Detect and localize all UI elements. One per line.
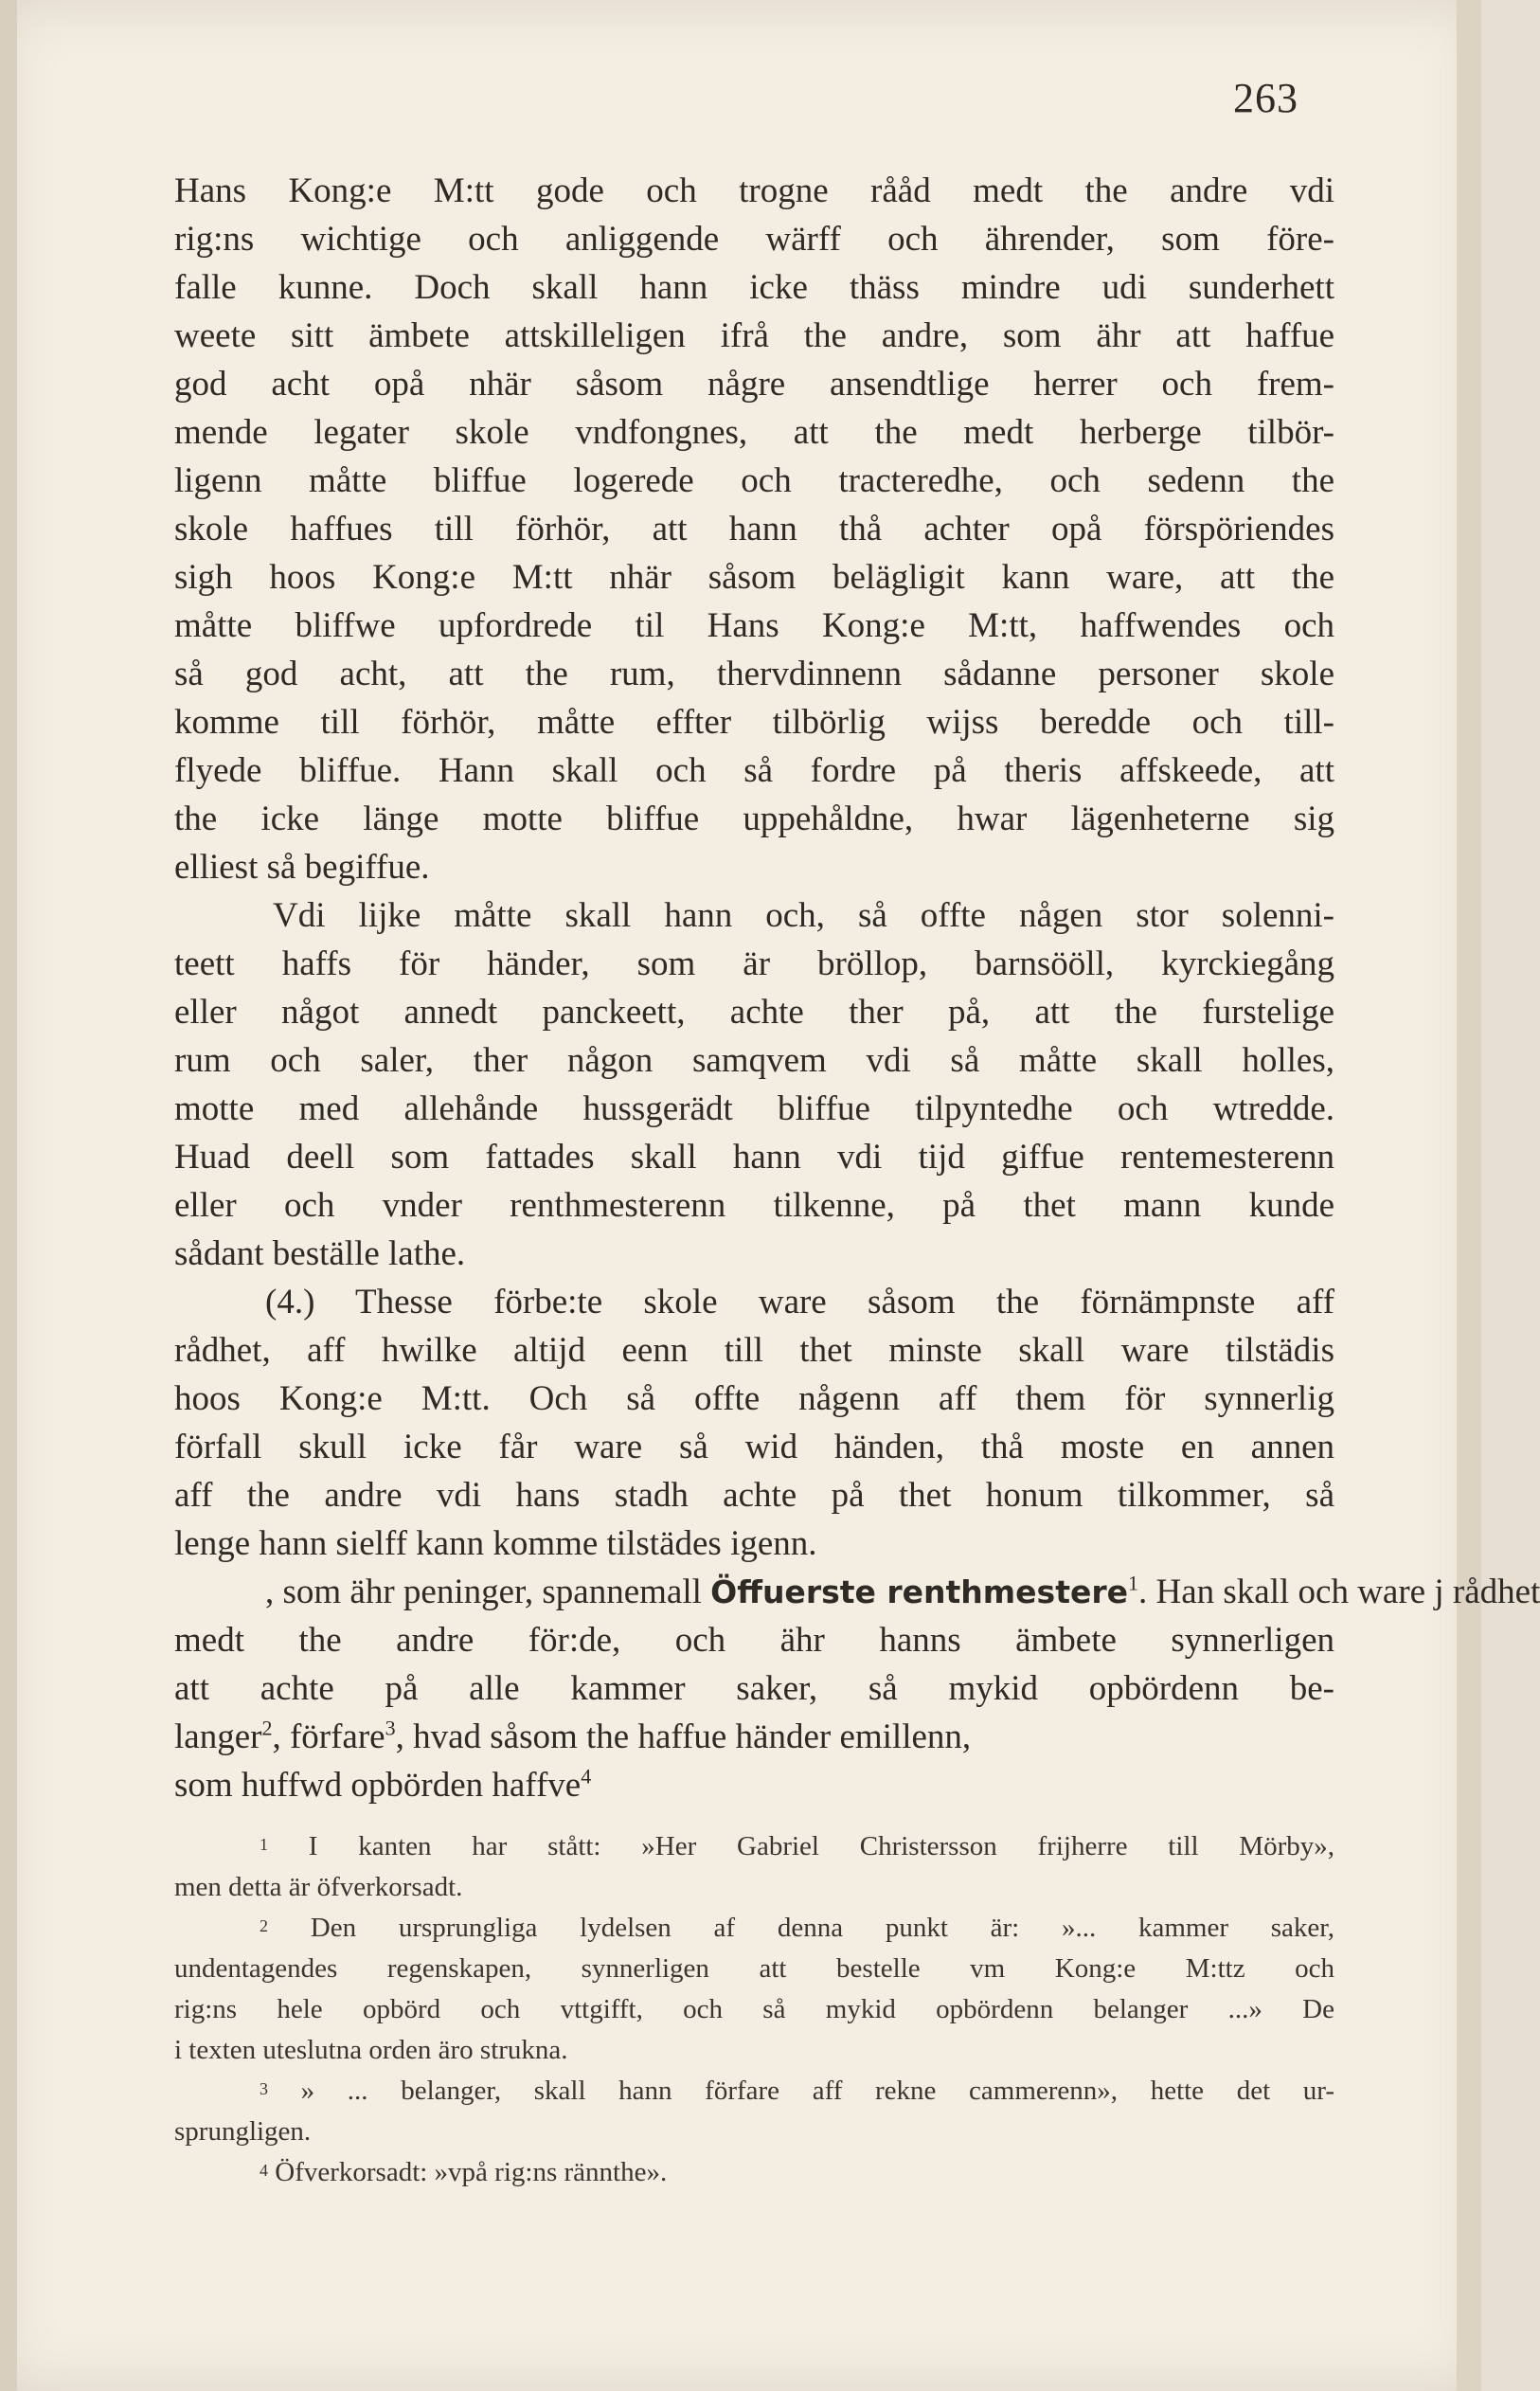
body-line: god acht opå nhär såsom någre ansendtlige herrer och frem- (174, 365, 1334, 404)
body-line-rest: . Han skall och ware j rådhet (1138, 1573, 1540, 1611)
footnote-mark: 2 (260, 1916, 268, 1935)
footnote-mark: 4 (260, 2161, 268, 2180)
body-word: , hvad såsom the haffue händer emillenn, (395, 1717, 972, 1756)
body-line: flyede bliffue. Hann skall och så fordre på theris affskeede, att (174, 751, 1334, 790)
footnote-text: » ... belanger, skall hann förfare aff rekne cammerenn», hette det ur- (300, 2076, 1335, 2106)
footnote-line: men detta är öfverkorsadt. (174, 1872, 463, 1902)
footnote-ref: 3 (385, 1716, 396, 1740)
footnote-text: Den ursprungliga lydelsen af denna punkt är: »... kammer saker, (310, 1913, 1334, 1943)
body-line: the icke länge motte bliffue uppehåldne, hwar lägenheterne sig (174, 800, 1334, 838)
footnote-line: rig:ns hele opbörd och vttgifft, och så mykid opbördenn belanger ...» De (174, 1994, 1334, 2024)
body-line: Hans Kong:e M:tt gode och trogne rååd medt the andre vdi (174, 171, 1334, 210)
footnote-ref: 1 (1128, 1571, 1139, 1595)
page-number: 263 (1233, 75, 1298, 121)
body-line: Huad deell som fattades skall hann vdi tijd giffue rentemesterenn (174, 1138, 1334, 1177)
body-line: medt the andre för:de, och ähr hanns ämbete synnerligen (174, 1621, 1334, 1660)
body-line: eller något annedt panckeett, achte ther på, att the furstelige (174, 993, 1334, 1032)
footnote-text: Öfverkorsadt: »vpå rig:ns rännthe». (275, 2157, 668, 2187)
body-line: lenge hann sielff kann komme tilstädes igenn. (174, 1524, 817, 1563)
footnotes (174, 1826, 1334, 2193)
body-line: sådant beställe lathe. (174, 1234, 466, 1273)
body-line: eller och vnder renthmesterenn tilkenne, på thet mann kunde (174, 1186, 1334, 1225)
body-line: aff the andre vdi hans stadh achte på thet honum tilkommer, så (174, 1476, 1334, 1515)
body-line: måtte bliffwe upfordrede til Hans Kong:e M:tt, haffwendes och (174, 606, 1334, 645)
body-line: ligenn måtte bliffue logerede och tracteredhe, och sedenn the (174, 461, 1334, 500)
body-line: Vdi lijke måtte skall hann och, så offte någen stor solenni- (273, 896, 1334, 935)
footnote-mark: 3 (260, 2079, 268, 2098)
body-line: weete sitt ämbete attskilleligen ifrå the andre, som ähr att haffue (174, 316, 1334, 355)
body-word: som huffwd opbörden haffve (174, 1766, 582, 1805)
body-line (174, 1568, 1540, 1616)
footnote-ref: 2 (261, 1716, 273, 1740)
body-line: komme till förhör, måtte effter tilbörlig wijss beredde och till- (174, 703, 1334, 742)
footnote-line (174, 2152, 1334, 2193)
footnote-line (174, 1826, 1334, 1867)
body-line: teett haffs för händer, som är bröllop, barnsööll, kyrckiegång (174, 944, 1334, 983)
page-edge-right (1457, 0, 1481, 2391)
body-line: att achte på alle kammer saker, så mykid opbördenn be- (174, 1669, 1334, 1708)
body-line: hoos Kong:e M:tt. Och så offte någenn aff them för synnerlig (174, 1379, 1334, 1418)
body-line: motte med allehånde hussgerädt bliffue tilpyntedhe och wtredde. (174, 1089, 1334, 1128)
footnote-line (174, 2071, 1334, 2112)
section-number: , som ähr peninger, spannemall (265, 1573, 702, 1611)
body-line: förfall skull icke får ware så wid händen, thå moste en annen (174, 1428, 1334, 1466)
footnote-line: undentagendes regenskapen, synnerligen att bestelle vm Kong:e M:ttz och (174, 1953, 1334, 1984)
footnote-line (174, 1908, 1334, 1949)
page-edge-left (0, 0, 17, 2391)
footnote-line: i texten uteslutna orden äro strukna. (174, 2035, 568, 2065)
body-line: mende legater skole vndfongnes, att the medt herberge tilbör- (174, 413, 1334, 452)
body-line: sigh hoos Kong:e M:tt nhär såsom belägligit kann ware, att the (174, 558, 1334, 597)
body-line: skole haffues till förhör, att hann thå achter opå förspöriendes (174, 510, 1334, 548)
body-line: elliest så begiffue. (174, 848, 430, 887)
body-word: , förfare (272, 1717, 385, 1756)
footnote-line: sprungligen. (174, 2116, 312, 2147)
body-line: (4.) Thesse förbe:te skole ware såsom the förnämpnste aff (265, 1283, 1334, 1321)
body-line: rig:ns wichtige och anliggende wärff och ährender, som före- (174, 220, 1334, 259)
body-line: så god acht, att the rum, thervdinnenn sådanne personer skole (174, 655, 1334, 693)
body-text (174, 167, 1540, 1809)
footnote-text: I kanten har stått: »Her Gabriel Christersson frijherre till Mörby», (308, 1831, 1334, 1861)
body-line: rådhet, aff hwilke altijd eenn till thet minste skall ware tilstädis (174, 1331, 1334, 1370)
body-line: rum och saler, ther någon samqvem vdi så måtte skall holles, (174, 1041, 1334, 1080)
footnote-mark: 1 (260, 1835, 268, 1854)
section-heading: Öffuerste renthmestere (710, 1573, 1129, 1610)
body-line (174, 1761, 1334, 1809)
footnote-ref: 4 (581, 1764, 592, 1789)
body-line: falle kunne. Doch skall hann icke thäss mindre udi sunderhett (174, 268, 1334, 307)
body-line (174, 1713, 1334, 1761)
body-word: langer (174, 1717, 262, 1756)
